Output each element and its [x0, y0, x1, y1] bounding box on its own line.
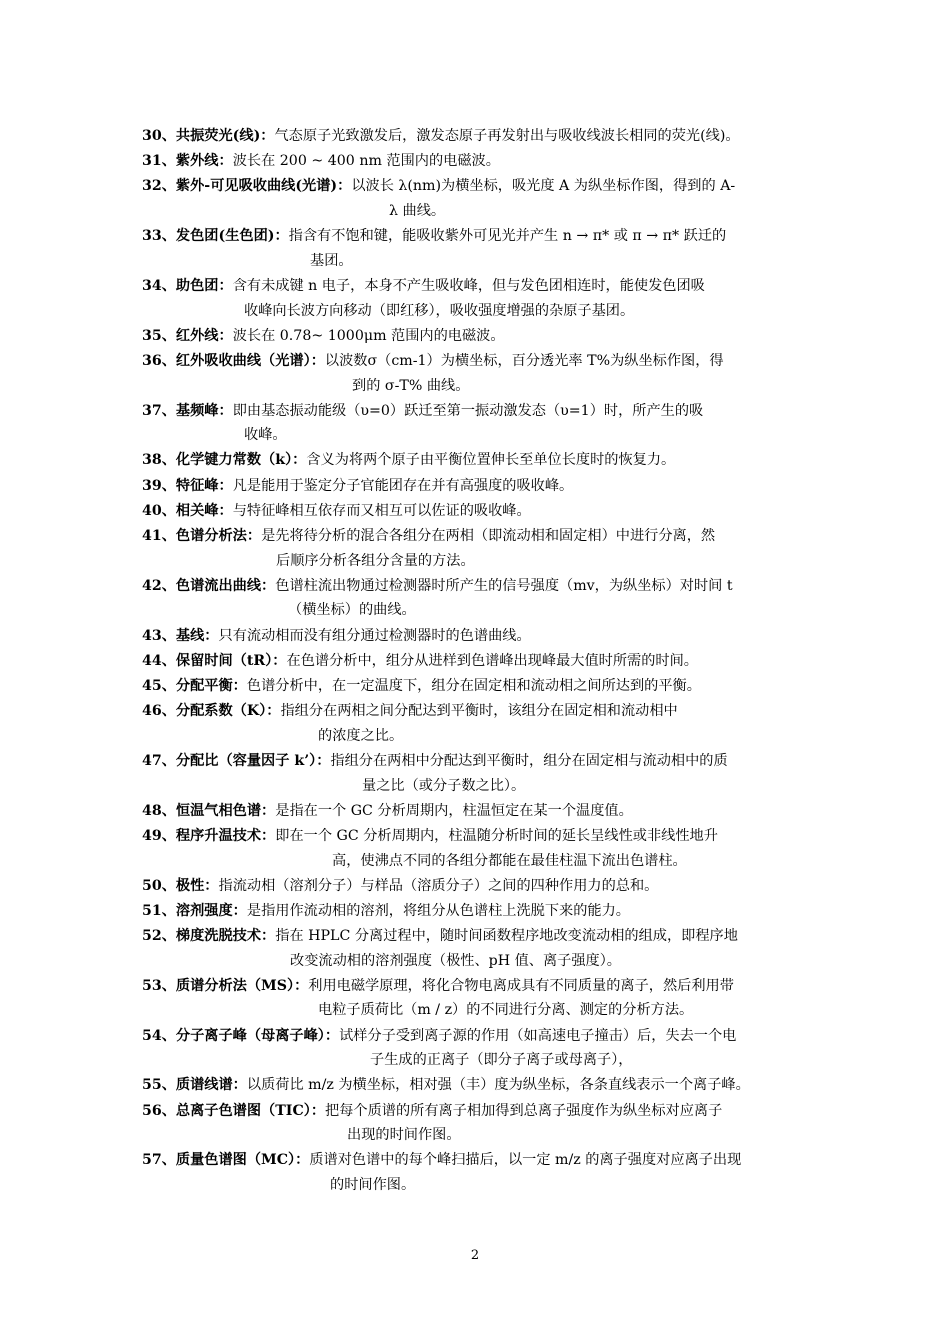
term-definition-continued: 的时间作图。: [330, 1176, 416, 1193]
term-definition-continued: 收峰向长波方向移动（即红移），吸收强度增强的杂原子基团。: [244, 302, 635, 319]
term-definition: 只有流动相而没有组分通过检测器时的色谱曲线。: [218, 627, 531, 644]
term-definition-continued: 出现的时间作图。: [347, 1127, 461, 1144]
term-label: 40、相关峰：: [142, 502, 233, 519]
list-item: [142, 499, 814, 524]
term-definition-continued: 子生成的正离子（即分子离子或母离子），: [370, 1052, 633, 1069]
term-definition: 即由基态振动能级（υ=0）跃迁至第一振动激发态（υ=1）时，所产生的吸: [232, 402, 704, 419]
list-item: [142, 349, 814, 398]
term-label: 54、分子离子峰（母离子峰）：: [142, 1027, 340, 1044]
term-label: 48、恒温气相色谱：: [142, 802, 276, 819]
list-item: [142, 899, 814, 924]
term-definition: 波长在 200 ~ 400 nm 范围内的电磁波。: [232, 153, 500, 170]
term-label: 38、化学键力常数（k）：: [142, 452, 307, 469]
list-item: [142, 224, 814, 273]
term-definition: 以波长 λ(nm)为横坐标，吸光度 A 为纵坐标作图，得到的 A-: [351, 178, 736, 195]
list-item: [142, 1099, 814, 1148]
term-definition-continued: λ 曲线。: [389, 202, 446, 219]
term-definition-continued: 收峰。: [244, 427, 287, 444]
term-definition: 指含有不饱和键，能吸收紫外可见光并产生 n → π* 或 π → π* 跃迁的: [288, 228, 727, 245]
term-label: 53、质谱分析法（MS）：: [142, 977, 309, 994]
term-definition: 指组分在两相中分配达到平衡时，组分在固定相与流动相中的质: [330, 752, 728, 769]
term-label: 50、极性：: [142, 877, 219, 894]
term-label: 49、程序升温技术：: [142, 827, 276, 844]
list-item: [142, 448, 814, 473]
term-definition: 即在一个 GC 分析周期内，柱温随分析时间的延长呈线性或非线性地升: [275, 827, 718, 844]
term-definition: 以质荷比 m/z 为横坐标，相对强（丰）度为纵坐标，各条直线表示一个离子峰。: [246, 1077, 750, 1094]
term-label: 39、特征峰：: [142, 477, 233, 494]
term-definition: 是指用作流动相的溶剂，将组分从色谱柱上洗脱下来的能力。: [246, 902, 630, 919]
term-definition: 试样分子受到离子源的作用（如高速电子撞击）后，失去一个电: [339, 1027, 737, 1044]
term-definition: 含义为将两个原子由平衡位置伸长至单位长度时的恢复力。: [306, 452, 676, 469]
term-label: 55、质谱线谱：: [142, 1077, 247, 1094]
term-definition: 凡是能用于鉴定分子官能团存在并有高强度的吸收峰。: [232, 477, 574, 494]
list-item: [142, 799, 814, 824]
term-definition-continued: 改变流动相的溶剂强度（极性、pH 值、离子强度）。: [290, 952, 621, 969]
term-label: 47、分配比（容量因子 k’）：: [142, 752, 331, 769]
glossary-list: [142, 124, 814, 1198]
term-label: 45、分配平衡：: [142, 677, 247, 694]
term-definition: 以波数σ（cm-1）为横坐标，百分透光率 T%为纵坐标作图，得: [324, 352, 724, 369]
list-item: [142, 274, 814, 323]
term-label: 56、总离子色谱图（TIC）：: [142, 1102, 326, 1119]
list-item: [142, 1148, 814, 1197]
term-label: 51、溶剂强度：: [142, 902, 247, 919]
list-item: [142, 674, 814, 699]
list-item: [142, 524, 814, 573]
list-item: [142, 574, 814, 623]
term-definition: 色谱柱流出物通过检测器时所产生的信号强度（mv，为纵坐标）对时间 t: [275, 577, 733, 594]
list-item: [142, 324, 814, 349]
term-definition-continued: 基团。: [310, 252, 353, 269]
term-definition-continued: 量之比（或分子数之比）。: [362, 777, 526, 794]
term-definition: 在色谱分析中，组分从进样到色谱峰出现峰最大值时所需的时间。: [286, 652, 698, 669]
list-item: [142, 824, 814, 873]
list-item: [142, 874, 814, 899]
list-item: [142, 399, 814, 448]
term-definition-continued: 电粒子质荷比（m / z）的不同进行分离、测定的分析方法。: [318, 1002, 694, 1019]
list-item: [142, 699, 814, 748]
term-definition: 指流动相（溶剂分子）与样品（溶质分子）之间的四种作用力的总和。: [218, 877, 659, 894]
term-label: 35、红外线：: [142, 327, 233, 344]
term-label: 31、紫外线：: [142, 153, 233, 170]
term-definition-continued: 高，使沸点不同的各组分都能在最佳柱温下流出色谱柱。: [332, 852, 687, 869]
list-item: [142, 174, 814, 223]
term-definition: 气态原子光致激发后，激发态原子再发射出与吸收线波长相同的荧光(线)。: [274, 128, 740, 144]
list-item: [142, 924, 814, 973]
list-item: [142, 624, 814, 649]
term-definition: 是指在一个 GC 分析周期内，柱温恒定在某一个温度值。: [275, 802, 633, 819]
term-definition-continued: 的浓度之比。: [318, 727, 404, 744]
term-label: 33、发色团(生色团)：: [142, 228, 289, 245]
term-label: 43、基线：: [142, 627, 219, 644]
list-item: [142, 1024, 814, 1073]
term-label: 46、分配系数（K）：: [142, 703, 281, 720]
term-label: 36、红外吸收曲线（光谱）：: [142, 352, 325, 369]
term-definition: 色谱分析中，在一定温度下，组分在固定相和流动相之间所达到的平衡。: [246, 677, 701, 694]
term-label: 32、紫外-可见吸收曲线(光谱)：: [142, 178, 352, 195]
term-label: 37、基频峰：: [142, 402, 233, 419]
list-item: [142, 749, 814, 798]
list-item: [142, 124, 814, 149]
term-definition: 含有未成键 n 电子，本身不产生吸收峰，但与发色团相连时，能使发色团吸: [232, 277, 705, 294]
term-definition: 与特征峰相互依存而又相互可以佐证的吸收峰。: [232, 502, 531, 519]
term-definition: 波长在 0.78~ 1000μm 范围内的电磁波。: [232, 327, 505, 344]
term-definition-continued: 后顺序分析各组分含量的方法。: [276, 552, 475, 569]
term-label: 42、色谱流出曲线：: [142, 577, 276, 594]
page-number: 2: [470, 1248, 480, 1263]
list-item: [142, 974, 814, 1023]
term-label: 52、梯度洗脱技术：: [142, 928, 276, 945]
term-label: 34、助色团：: [142, 277, 233, 294]
term-label: 30、共振荧光(线)：: [142, 128, 275, 144]
term-definition: 指组分在两相之间分配达到平衡时，该组分在固定相和流动相中: [280, 703, 678, 720]
list-item: [142, 1073, 814, 1098]
list-item: [142, 649, 814, 674]
term-definition: 是先将待分析的混合各组分在两相（即流动相和固定相）中进行分离，然: [261, 528, 716, 545]
term-label: 44、保留时间（tR）：: [142, 652, 287, 669]
list-item: [142, 149, 814, 174]
term-definition-continued: 到的 σ-T% 曲线。: [352, 377, 470, 394]
term-definition: 质谱对色谱中的每个峰扫描后，以一定 m/z 的离子强度对应离子出现: [309, 1152, 742, 1169]
term-definition-continued: （横坐标）的曲线。: [288, 602, 416, 619]
list-item: [142, 474, 814, 499]
term-definition: 指在 HPLC 分离过程中，随时间函数程序地改变流动相的组成，即程序地: [275, 928, 738, 945]
term-definition: 把每个质谱的所有离子相加得到总离子强度作为纵坐标对应离子: [325, 1102, 723, 1119]
term-label: 57、质量色谱图（MC）：: [142, 1152, 310, 1169]
term-definition: 利用电磁学原理，将化合物电离成具有不同质量的离子，然后利用带: [308, 977, 734, 994]
term-label: 41、色谱分析法：: [142, 528, 262, 545]
